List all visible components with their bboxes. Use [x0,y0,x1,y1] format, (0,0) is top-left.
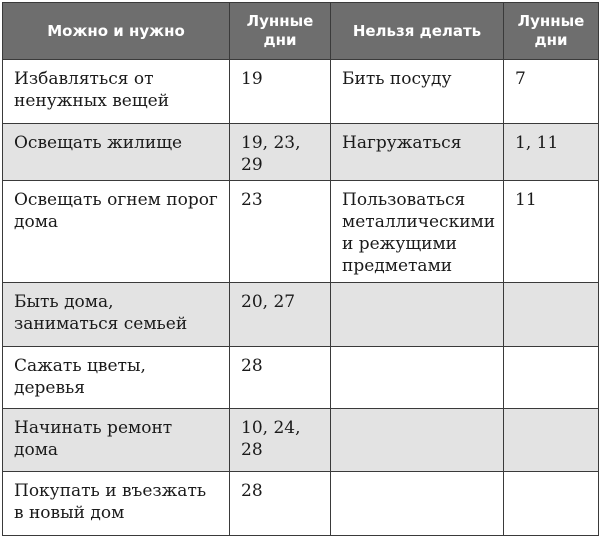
can-do-cell: Сажать цветы, деревья [3,347,230,409]
cannot-do-cell [331,347,504,409]
cannot-days-cell [504,283,599,347]
cannot-do-cell [331,283,504,347]
header-row [3,3,599,60]
cannot-do-cell [331,472,504,536]
lunar-days-table [2,2,599,536]
cannot-do-cell: Бить посуду [331,60,504,124]
header-can-do: Можно и нужно [3,3,230,60]
can-do-cell: Освещать огнем порог дома [3,181,230,283]
table-row [3,472,599,536]
can-days-cell: 10, 24, 28 [230,409,331,472]
can-days-cell: 28 [230,347,331,409]
cannot-days-cell: 11 [504,181,599,283]
header-cannot-do: Нельзя делать [331,3,504,60]
table-row [3,181,599,283]
can-days-cell: 28 [230,472,331,536]
cannot-do-cell [331,409,504,472]
cannot-do-cell: Пользоваться металлическими и режущими предметами [331,181,504,283]
can-do-cell: Освещать жилище [3,124,230,181]
cannot-days-cell [504,347,599,409]
header-can-days: Лунные дни [230,3,331,60]
table-row [3,347,599,409]
can-do-cell: Начинать ремонт дома [3,409,230,472]
can-days-cell: 20, 27 [230,283,331,347]
can-do-cell: Избавляться от ненужных вещей [3,60,230,124]
header-cannot-days: Лунные дни [504,3,599,60]
can-do-cell: Покупать и въезжать в новый дом [3,472,230,536]
table-row [3,283,599,347]
cannot-days-cell [504,472,599,536]
can-days-cell: 23 [230,181,331,283]
cannot-do-cell: Нагружаться [331,124,504,181]
table-row [3,60,599,124]
can-days-cell: 19 [230,60,331,124]
table-row [3,124,599,181]
cannot-days-cell: 1, 11 [504,124,599,181]
can-days-cell: 19, 23, 29 [230,124,331,181]
can-do-cell: Быть дома, заниматься семьей [3,283,230,347]
cannot-days-cell: 7 [504,60,599,124]
table-row [3,409,599,472]
cannot-days-cell [504,409,599,472]
